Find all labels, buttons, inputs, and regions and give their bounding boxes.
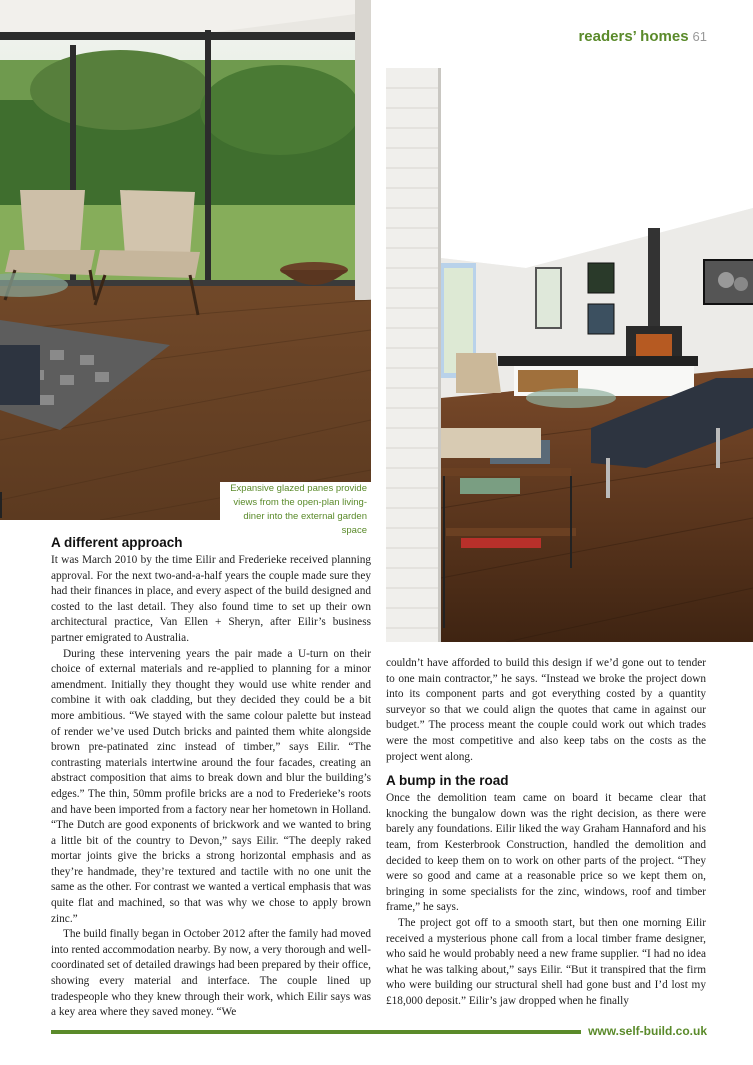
page-edge-marker [0, 492, 2, 518]
article-paragraph: The project got off to a smooth start, but then one morning Eilir received a mysterious phone call from a local timber frame designer, who said he would probably need a new frame supplier. “I had no idea what he was talking about,” says Eilir. “But it transpired that the firm who were building our structural shell had gone bust and I’d lost my £18,000 deposit.” Eilir’s jaw dropped when he finally [386, 916, 706, 1007]
article-paragraph: The build finally began in October 2012 after the family had moved into rented accommodation nearby. By now, a very thorough and well-coordinated set of detailed drawings had been prepared by their office, showing every material and interface. The couple lined up tradespeople who they knew through their work, which Eilir says was a key area where they saved money. “We [51, 928, 371, 1019]
article-paragraph: It was March 2010 by the time Eilir and Frederieke received planning approval. For the next two-and-a-half years the couple made sure they had their finances in place, and every aspect of the build designed and costed to the last detail. They also found time to set up their own architectural practice, Van Ellen + Sheryn, after Eilir’s business partner emigrated to Australia. [51, 554, 371, 644]
footer-rule [51, 1030, 581, 1034]
section-title: readers’ homes [578, 28, 689, 45]
article-column-left [51, 535, 371, 1021]
section-heading-bump-in-road: A bump in the road [386, 773, 509, 789]
footer-url: www.self-build.co.uk [588, 1024, 707, 1038]
article-column-right [386, 656, 706, 1009]
page-number: 61 [692, 29, 707, 44]
living-room-photo [0, 0, 371, 520]
interior-photo [386, 68, 753, 642]
interior-illustration [386, 68, 753, 642]
article-paragraph: Once the demolition team came on board it became clear that knocking the bungalow down was the right decision, as there were barely any foundations. Eilir liked the way Graham Hannaford and his team, from Kesterbrook Construction, handled the demolition and decided to keep them on to work on other parts of the project. “They were so good and came at a reasonable price so we kept them on, bringing in some specialists for the zinc, windows, roof and timber frame,” he says. [386, 792, 706, 914]
photo-caption: Expansive glazed panes provide views from the open-plan living-diner into the external garden space [220, 482, 371, 522]
section-heading-different-approach: A different approach [51, 535, 183, 550]
article-paragraph: During these intervening years the pair made a U-turn on their choice of external materials and re-applied to planning for a minor amendment. Initially they thought they would use white render and combine it with oak cladding, but they decided they could be a bit more ambitious. “We stayed with the same colour palette but instead of render we’ve used Dutch bricks and painted them white alongside brown pre-patinated zinc instead of timber,” says Eilir. “The contrasting materials intertwine around the four facades, creating an abstract composition that aims to break down and blur the building’s edges.” The thin, 50mm profile bricks are a nod to Frederieke’s roots and have been imported from a factory near her hometown in Holland. “The Dutch are good exponents of brickwork and we wanted to bring a little bit of the country to Devon,” says Eilir. “The deeply raked mortar joints give the bricks a strong horizontal emphasis and as they’re handmade, they’re textured and tactile with no one unit the same as the other. For contrast we wanted a vertical emphasis that was quite flat and machined, so that was why we chose to apply brown zinc.” [51, 647, 371, 925]
article-paragraph: couldn’t have afforded to build this design if we’d gone out to tender to one main contractor,” he says. “Instead we broke the project down into its component parts and got everything costed by a quantity surveyor so that we could align the quotes that came in against our budget.” The process meant the couple could work out which trades were the most competitive and also keep tabs on the costs as the project went along. [386, 657, 706, 763]
living-room-illustration [0, 0, 371, 520]
page-header [578, 28, 707, 45]
